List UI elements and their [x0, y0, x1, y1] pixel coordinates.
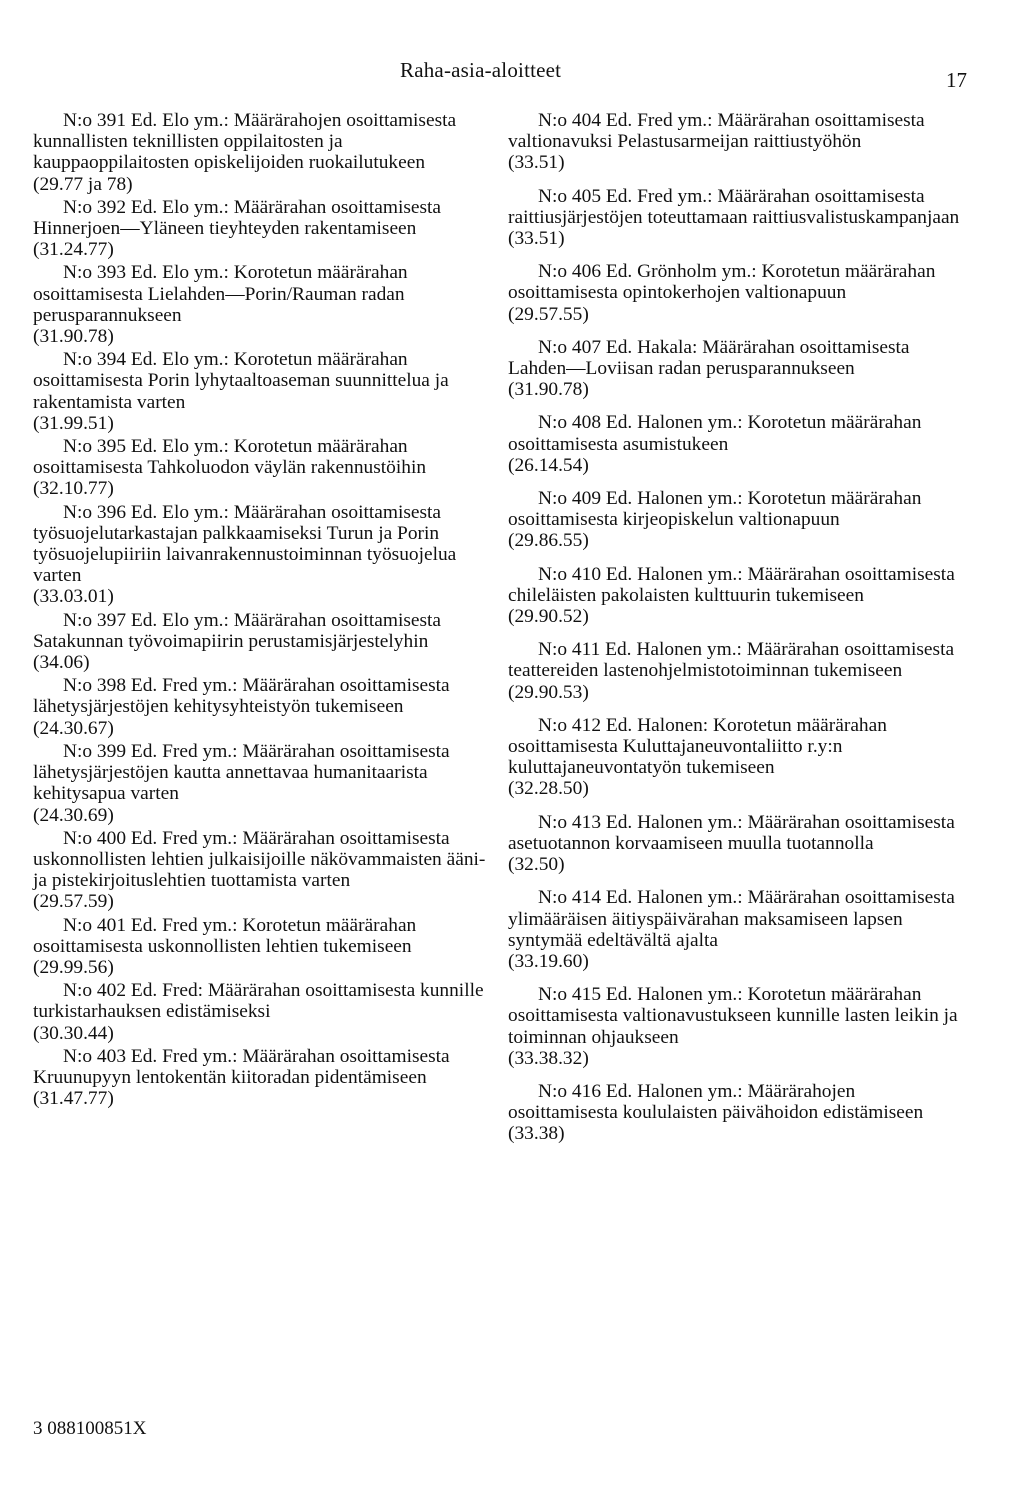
- motion-entry: [508, 261, 960, 325]
- motion-entry: [508, 337, 960, 401]
- motion-text: N:o 403 Ed. Fred ym.: Määrärahan osoittamisesta Kruunupyyn lentokentän kiitoradan pidentämiseen: [33, 1045, 450, 1088]
- motion-entry: [33, 262, 495, 347]
- budget-reference: (33.51): [508, 152, 565, 174]
- motion-entry: [508, 488, 960, 552]
- budget-reference: (31.99.51): [33, 412, 114, 434]
- motion-text: N:o 404 Ed. Fred ym.: Määrärahan osoittamisesta valtionavuksi Pelastusarmeijan raittiustyöhön: [508, 110, 925, 153]
- budget-reference: (29.57.59): [33, 891, 114, 913]
- motion-entry: [508, 186, 960, 250]
- motion-entry: [33, 610, 495, 674]
- motion-text: N:o 410 Ed. Halonen ym.: Määrärahan osoittamisesta chileläisten pakolaisten kulttuurin tukemiseen: [508, 563, 955, 606]
- budget-reference: (33.03.01): [33, 586, 114, 608]
- motion-text: N:o 413 Ed. Halonen ym.: Määrärahan osoittamisesta asetuotannon korvaamiseen muulla tuotannolla: [508, 811, 955, 854]
- motion-entry: [508, 984, 960, 1069]
- motion-entry: [508, 564, 960, 628]
- motion-text: N:o 394 Ed. Elo ym.: Korotetun määrärahan osoittamisesta Porin lyhytaaltoaseman suunnittelua ja rakentamista varten: [33, 349, 449, 413]
- footer-printer-mark: 3 088100851X: [33, 1418, 147, 1439]
- motion-text: N:o 406 Ed. Grönholm ym.: Korotetun määrärahan osoittamisesta opintokerhojen valtionapuun: [508, 261, 936, 304]
- budget-reference: (32.28.50): [508, 778, 589, 800]
- budget-reference: (31.90.78): [508, 379, 589, 401]
- motion-text: N:o 407 Ed. Hakala: Määrärahan osoittamisesta Lahden—Loviisan radan perusparannukseen: [508, 336, 910, 380]
- budget-reference: (29.90.53): [508, 681, 589, 703]
- motion-text: N:o 409 Ed. Halonen ym.: Korotetun määrärahan osoittamisesta kirjeopiskelun valtionapuun: [508, 488, 922, 531]
- budget-reference: (31.90.78): [33, 326, 114, 348]
- motion-entry: [33, 675, 495, 739]
- motion-text: N:o 412 Ed. Halonen: Korotetun määrärahan osoittamisesta Kuluttajaneuvontaliitto r.y:n kuluttajaneuvontatyön tukemiseen: [508, 714, 887, 779]
- budget-reference: (24.30.69): [33, 804, 114, 826]
- motion-entry: [33, 349, 495, 434]
- motion-entry: [33, 980, 495, 1044]
- motion-text: N:o 411 Ed. Halonen ym.: Määrärahan osoittamisesta teattereiden lastenohjelmistotoiminnan tukemiseen: [508, 639, 955, 682]
- budget-reference: (33.38.32): [508, 1047, 589, 1069]
- motion-entry: [33, 436, 495, 500]
- motion-text: N:o 395 Ed. Elo ym.: Korotetun määrärahan osoittamisesta Tahkoluodon väylän rakennustöihin: [33, 436, 427, 479]
- right-column: [508, 110, 960, 1157]
- budget-reference: (32.50): [508, 854, 565, 876]
- motion-entry: [508, 412, 960, 476]
- budget-reference: (30.30.44): [33, 1022, 114, 1044]
- budget-reference: (33.19.60): [508, 950, 589, 972]
- motion-entry: [33, 1046, 495, 1110]
- motion-entry: [33, 197, 495, 261]
- motion-text: N:o 414 Ed. Halonen ym.: Määrärahan osoittamisesta ylimääräisen äitiyspäivärahan maksamiseen lapsen syntymää edeltävältä ajalta: [508, 887, 955, 951]
- motion-text: N:o 398 Ed. Fred ym.: Määrärahan osoittamisesta lähetysjärjestöjen kehitysyhteistyön tukemiseen: [33, 675, 450, 718]
- motion-entry: [508, 1081, 960, 1145]
- budget-reference: (32.10.77): [33, 478, 114, 500]
- motion-entry: [508, 639, 960, 703]
- motion-text: N:o 400 Ed. Fred ym.: Määrärahan osoittamisesta uskonnollisten lehtien julkaisijoille näkövammaisten ääni- ja pistekirjoituslehtien tuottamista varten: [33, 827, 486, 892]
- motion-text: N:o 402 Ed. Fred: Määrärahan osoittamisesta kunnille turkistarhauksen edistämiseksi: [33, 980, 484, 1023]
- motion-entry: [508, 887, 960, 972]
- motion-entry: [508, 715, 960, 800]
- motion-entry: [33, 915, 495, 979]
- budget-reference: (29.57.55): [508, 303, 589, 325]
- budget-reference: (29.77 ja 78): [33, 173, 133, 195]
- budget-reference: (24.30.67): [33, 717, 114, 739]
- motion-text: N:o 396 Ed. Elo ym.: Määrärahan osoittamisesta työsuojelutarkastajan palkkaamiseksi Turun ja Porin työsuojelupiiriin laivanrakennustoiminnan työsuojelua varten: [33, 501, 457, 587]
- motion-entry: [508, 110, 960, 174]
- budget-reference: (29.99.56): [33, 956, 114, 978]
- running-title: Raha-asia-aloitteet: [400, 58, 562, 82]
- budget-reference: (33.38): [508, 1123, 565, 1145]
- page-header: [0, 58, 1024, 92]
- motion-text: N:o 416 Ed. Halonen ym.: Määrärahojen osoittamisesta koululaisten päivähoidon edistämiseen: [508, 1080, 924, 1124]
- budget-reference: (31.47.77): [33, 1088, 114, 1110]
- motion-entry: [33, 741, 495, 826]
- budget-reference: (29.86.55): [508, 530, 589, 552]
- motion-entry: [33, 502, 495, 608]
- page-number: 17: [946, 68, 967, 92]
- left-column: [33, 110, 495, 1111]
- motion-text: N:o 391 Ed. Elo ym.: Määrärahojen osoittamisesta kunnallisten teknillisten oppilaitosten ja kauppaoppilaitosten opiskelijoiden ruokailutukeen: [33, 110, 457, 174]
- motion-entry: [508, 812, 960, 876]
- motion-text: N:o 399 Ed. Fred ym.: Määrärahan osoittamisesta lähetysjärjestöjen kautta annettavaa humanitaarista kehitysapua varten: [33, 740, 450, 805]
- motion-text: N:o 393 Ed. Elo ym.: Korotetun määrärahan osoittamisesta Lielahden—Porin/Rauman radan perusparannukseen: [33, 262, 408, 326]
- budget-reference: (31.24.77): [33, 239, 114, 261]
- motion-text: N:o 392 Ed. Elo ym.: Määrärahan osoittamisesta Hinnerjoen—Yläneen tieyhteyden rakentamiseen: [33, 196, 442, 240]
- motion-entry: [33, 828, 495, 913]
- motion-text: N:o 415 Ed. Halonen ym.: Korotetun määrärahan osoittamisesta valtionavustukseen kunnille lasten leikin ja toiminnan ohjaukseen: [508, 984, 958, 1048]
- budget-reference: (34.06): [33, 652, 90, 674]
- motion-text: N:o 405 Ed. Fred ym.: Määrärahan osoittamisesta raittiusjärjestöjen toteuttamaan raittiusvalistuskampanjaan: [508, 185, 960, 228]
- motion-text: N:o 401 Ed. Fred ym.: Korotetun määrärahan osoittamisesta uskonnollisten lehtien tukemiseen: [33, 914, 417, 957]
- motion-text: N:o 408 Ed. Halonen ym.: Korotetun määrärahan osoittamisesta asumistukeen: [508, 412, 922, 455]
- budget-reference: (26.14.54): [508, 454, 589, 476]
- budget-reference: (29.90.52): [508, 606, 589, 628]
- motion-entry: [33, 110, 495, 195]
- budget-reference: (33.51): [508, 228, 565, 250]
- motion-text: N:o 397 Ed. Elo ym.: Määrärahan osoittamisesta Satakunnan työvoimapiirin perustamisjärjestelyhin: [33, 609, 442, 652]
